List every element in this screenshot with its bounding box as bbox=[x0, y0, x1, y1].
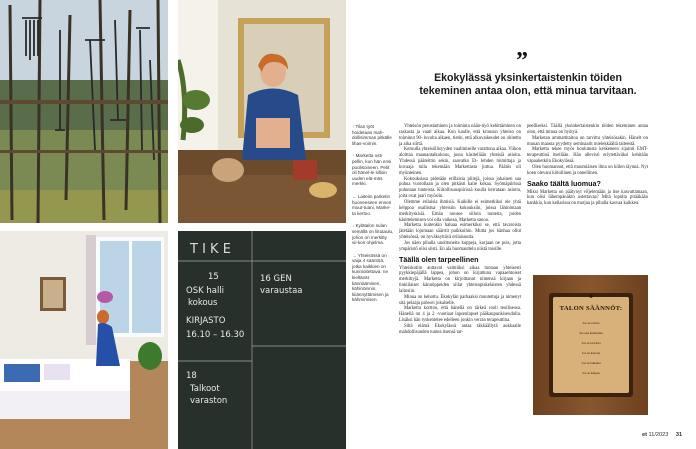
sign-rule: Jos se tarvitaa bbox=[581, 341, 601, 345]
woman-portrait-photo bbox=[178, 0, 346, 223]
photo-captions bbox=[352, 124, 394, 310]
svg-text:OSK halli: OSK halli bbox=[186, 286, 225, 296]
chalkboard-photo bbox=[178, 231, 346, 449]
article-column-2 bbox=[527, 124, 648, 207]
paragraph: Yhteiskotiin auttavat valmiiksi aikaa tuotaan yhteisesti pyykkiepäjällä lappea, johon on kirjattuna vapaaehtoiset merkittyjä. Marketta on kirjoittanut nimensä kirjaan ja tinkiilaiset kännöppeiden siilat yhteisopiskelaisten yhdessä laitosiin. bbox=[399, 265, 521, 294]
page-footer bbox=[642, 432, 682, 438]
quote-mark: ” bbox=[516, 48, 528, 74]
pull-quote: Ekokylässä yksinkertaistenkin töiden tekeminen antaa olon, että minua tarvitaan. bbox=[419, 72, 637, 97]
garden-tools-photo bbox=[0, 0, 168, 223]
caption-5: → Yhteisössä on vaija 4 sääntöä, jotka kaikkien on kunnioitettava: ne kieltävät kännäämisen, kähinöinnin, kiiännyttämisen ja kähmimisen. bbox=[352, 252, 389, 303]
paragraph: Yhteisön perustaminen ja toiminta nään-tiyö kehittäminen on raskasta ja vaati aikaa. Kun kaulle, että kruusun yhteiso on toiminut 90- luvulta alkaen, tietin, että alkuvaikeudet on ohitettu ja aika siirtä. bbox=[399, 124, 521, 147]
svg-text:Talkoot: Talkoot bbox=[190, 384, 220, 394]
caption-arrow-icon: → bbox=[352, 252, 357, 258]
sign-rule: Jos se kelpaa bbox=[582, 371, 600, 375]
subheading: Saako täältä luomua? bbox=[527, 178, 601, 188]
caption-arrow-icon: ← bbox=[352, 193, 357, 199]
caption-3: ← Laiteiin parketin huoneeseen ennen muut-tuani, Marke-ta kertoo. bbox=[352, 193, 392, 216]
bedroom-photo bbox=[0, 231, 168, 449]
svg-text:KIRJASTO: KIRJASTO bbox=[186, 316, 226, 326]
svg-text:18: 18 bbox=[186, 371, 197, 381]
paragraph: Miksi Marketta on päätynyt viljelemään ja itse kasvattamaan, kun olisi lähempänäkin ostettavaa? Mitä lopulta pitääkään hankkia, kun kellarissa on marjaa ja pihalla kasvaa kaikkea. bbox=[527, 189, 648, 207]
paragraph: Siltä elämä Ekokylässä antaa täkkäällytä aukkaalle mahdollisuuden tuntea itsensä tar- bbox=[399, 324, 521, 335]
paragraph: Marketta korttoo, että hänellä on tärkeä rooli teollisessa. Hänellä on 4 ja 2 -vuotiaat lapsenlapset pääkaupunkiseudulla. Lisäksi hän tyskentelee edelleen jonkin verran terapeuttina. bbox=[399, 306, 521, 324]
paragraph: Kokouksissa pidetään erillaisia piirejä, joissa jokainen saa puhua vuorollaan ja olen pitkästi kaire kokaa. Syömäpiirissä puhutaan tunteista. Kiitollisuuspiirissä kuulla kerrataan asioita, joita ovat jaari myösiin. bbox=[399, 176, 521, 200]
sign-rule: Jos se raivaa bbox=[582, 321, 600, 325]
article-column-1 bbox=[399, 124, 521, 336]
caption-1: ↑ Tilan työt hoidetaan mah-dollisimman pitkälle lihas-voimin. bbox=[352, 124, 392, 146]
paragraph: Marketta tekee myös koulutusta keskeneen sijainti EMT-terapeuttinä itsellään. Hän allevisti eriytettäväksi kehitään vapaahetkiin Ekokylässä. bbox=[527, 147, 648, 165]
svg-text:16.10 – 16.30: 16.10 – 16.30 bbox=[186, 330, 245, 340]
sign-rule: Jos se lakaista bbox=[581, 361, 601, 365]
paragraph: Keruulla yhteisöllisyyden vaalimiselle varattuna aikaa. Viikon aloittaa maanantaikokous, jossa käsitellään yhteisiä asioita. Yhdessä pääteittin sekin, saavatko Et- lehden toimittaja ja kuvaaja tulla tekemään Markettasta juttua. Päätös oli myönteinen. bbox=[399, 147, 521, 176]
caption-arrow-icon: ↑ bbox=[352, 124, 355, 129]
issue-number: 11/2023 bbox=[648, 432, 669, 438]
svg-text:15: 15 bbox=[208, 272, 219, 282]
svg-text:varaston: varaston bbox=[190, 396, 228, 406]
paragraph: Olen huomannut, että muumiäisen ilma on hiilen täynnä. Nyt koen olevani kiitollinen ja onnellinen. bbox=[527, 164, 648, 176]
svg-text:varaustaa: varaustaa bbox=[260, 286, 303, 296]
paragraph: Jos näen pihalla unohtuneita kuppeja, korjaan ne pois, jotta ympäristö olisi siisti. En ala huomauttelu niistä toisille. bbox=[399, 240, 521, 252]
paragraph: Minua on kehottu. Ekokylän parhaaksi muutettuja ja nimenyt sitä pelaaja pahwei jokaiselle. bbox=[399, 294, 521, 306]
caption-2: ↑ Marketta osti pellin, kun hän ensi puolisoineen. Pelit oli hänel-le silloin uuden elä-mäs merkki. bbox=[352, 153, 392, 187]
caption-4: ↓ Kylätalon sulan seinällä on liitutaulu, johon on merkitty vii-kon ohjelma. bbox=[352, 223, 394, 246]
subheading: Täällä olen tarpeellinen bbox=[399, 254, 479, 264]
caption-arrow-icon: ↓ bbox=[352, 223, 355, 229]
svg-text:16 GEN: 16 GEN bbox=[260, 274, 292, 284]
sign-rule: Jos se kasvaa bbox=[581, 351, 601, 355]
sign-rule: Jos sen kannattaa bbox=[579, 331, 603, 335]
caption-arrow-icon: ↑ bbox=[352, 153, 355, 159]
paragraph: Marketta kuitenkin haluaa esimerkiksi se, että tavaroista jätetään lojumaan säärrtit paikkoihin. Mutta jos hänhaa ollut yhteisössä, on hyväksyttävä erilaisuutta. bbox=[399, 223, 521, 241]
paragraph: Marketan ammattitaitoa on tarvittu yhteisösakin. Hänelt on muuan maassa pyydetty seminaarit mielekkäältä taiteestä. bbox=[527, 135, 648, 147]
paragraph: peelliseksi. Täällä yksinkertaistenkin töiden tekeminen antaa olon, että minua on hyötyä. bbox=[527, 124, 648, 135]
magazine-brand: et bbox=[642, 432, 647, 438]
house-rules-sign-photo bbox=[533, 275, 648, 415]
chalk-header: T I K E bbox=[190, 242, 231, 257]
page-number: 31 bbox=[675, 432, 683, 438]
paragraph: Olemme erilaisia ihmisiä. Kaikille ei esimerkiksi ole yhtä helppoa osallistua yhteisiin kokouksiin, joissa lähinlotaan merkityskisiä. Emän nousee silloin tunteita, joiden käsittelemisen voi olla vaikeaa, Marketta sanoo. bbox=[399, 199, 521, 223]
svg-text:kokous: kokous bbox=[188, 298, 218, 308]
sign-title: TALON SÄÄNNÖT: bbox=[559, 305, 623, 312]
